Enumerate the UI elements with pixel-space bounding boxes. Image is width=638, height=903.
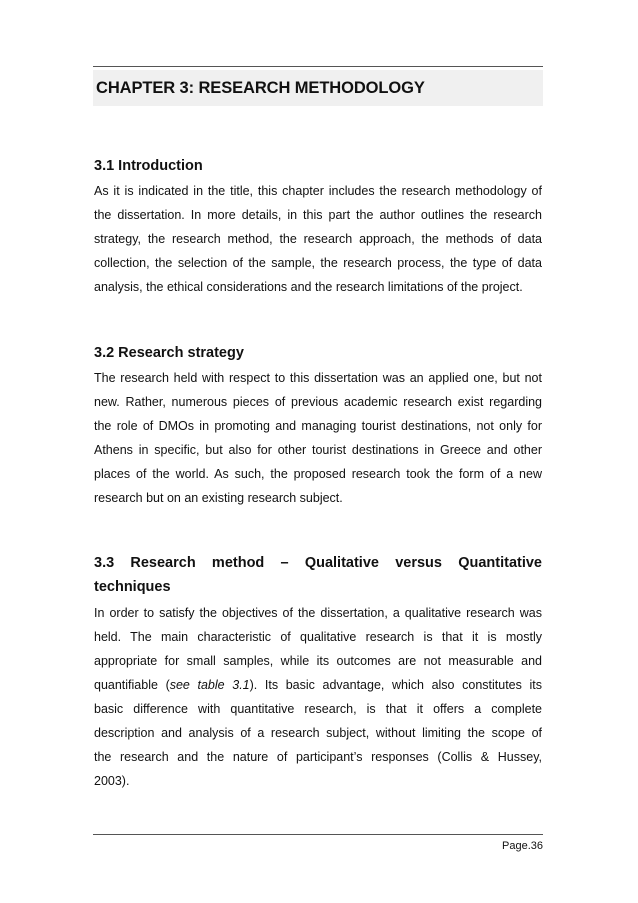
section-introduction	[94, 155, 542, 299]
chapter-title: CHAPTER 3: RESEARCH METHODOLOGY	[96, 79, 425, 97]
paragraph-line: 2003).	[94, 774, 130, 788]
paragraph-line: description and analysis of a research subject, without limiting the scope of	[94, 726, 542, 740]
section-paragraph	[94, 366, 542, 510]
page-number: Page.36	[502, 840, 543, 852]
section-heading: 3.2 Research strategy	[94, 345, 244, 361]
section-heading: 3.1 Introduction	[94, 158, 203, 174]
paragraph-line: As it is indicated in the title, this chapter includes the research methodology of	[94, 184, 542, 198]
chapter-heading-bar	[93, 70, 543, 106]
paragraph-text: ). Its basic advantage, which also constitutes its	[249, 678, 542, 692]
paragraph-line: new. Rather, numerous pieces of previous academic research exist regarding	[94, 395, 542, 409]
paragraph-line: the role of DMOs in promoting and managing tourist destinations, not only for	[94, 419, 542, 433]
paragraph-line	[94, 673, 542, 697]
paragraph-line: research but on an existing research subject.	[94, 491, 343, 505]
paragraph-line: Athens in specific, but also for other tourist destinations in Greece and other	[94, 443, 542, 457]
paragraph-line: places of the world. As such, the proposed research took the form of a new	[94, 467, 542, 481]
paragraph-text: quantifiable (	[94, 678, 170, 692]
paragraph-line: analysis, the ethical considerations and the research limitations of the project.	[94, 280, 523, 294]
section-heading-line: techniques	[94, 579, 171, 595]
footer-rule	[93, 834, 543, 835]
paragraph-line: In order to satisfy the objectives of the dissertation, a qualitative research was	[94, 606, 542, 620]
section-heading	[94, 551, 542, 599]
section-research-strategy	[94, 342, 542, 510]
paragraph-line: held. The main characteristic of qualitative research is that it is mostly	[94, 630, 542, 644]
table-reference: see table 3.1	[169, 678, 250, 692]
section-paragraph	[94, 601, 542, 793]
paragraph-line: basic difference with quantitative research, is that it offers a complete	[94, 702, 542, 716]
paragraph-line: the dissertation. In more details, in this part the author outlines the research	[94, 208, 542, 222]
section-heading-line: 3.3 Research method – Qualitative versus Quantitative	[94, 555, 542, 571]
paragraph-line: collection, the selection of the sample, the research process, the type of data	[94, 256, 542, 270]
paragraph-line: the research and the nature of participant’s responses (Collis & Hussey,	[94, 750, 542, 764]
section-paragraph	[94, 179, 542, 299]
paragraph-line: The research held with respect to this dissertation was an applied one, but not	[94, 371, 542, 385]
header-rule	[93, 66, 543, 67]
paragraph-line: appropriate for small samples, while its outcomes are not measurable and	[94, 654, 542, 668]
paragraph-line: strategy, the research method, the research approach, the methods of data	[94, 232, 542, 246]
section-research-method	[94, 551, 542, 793]
